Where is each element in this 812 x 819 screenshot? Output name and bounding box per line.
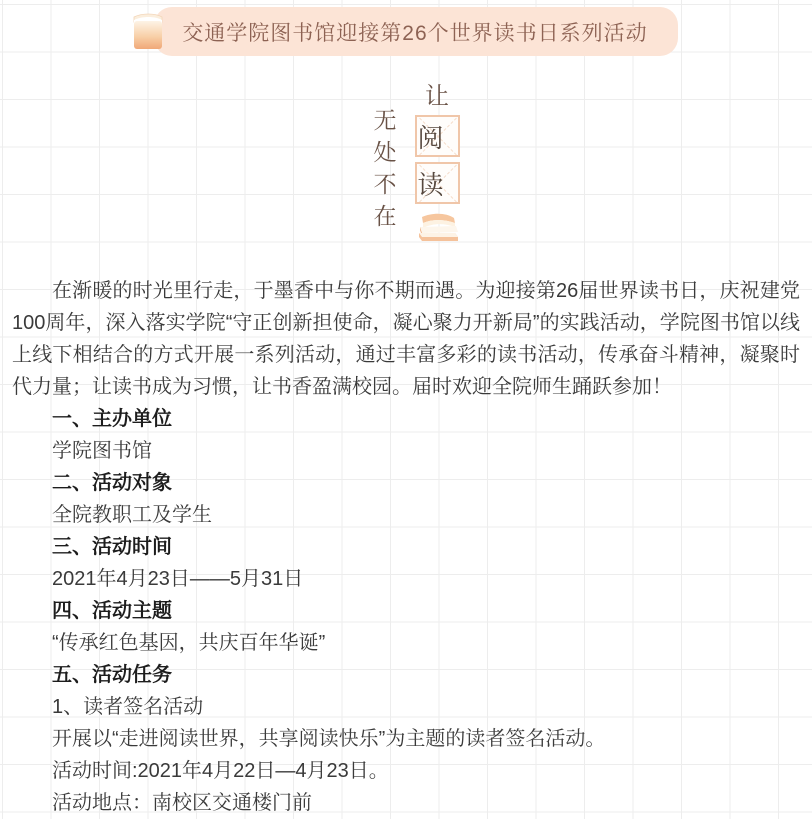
section-line: 活动地点：南校区交通楼门前 [52, 792, 312, 814]
hero-right-column [413, 82, 461, 250]
section-line: “传承红色基因，共庆百年华诞” [52, 632, 326, 654]
hero-vertical-slogan [10, 82, 812, 250]
hero-char: 让 [425, 83, 449, 110]
hero-left-column [371, 104, 399, 250]
intro-paragraph: 在渐暖的时光里行走，于墨香中与你不期而遇。为迎接第26届世界读书日，庆祝建党100周年，深入落实学院“守正创新担使命，凝心聚力开新局”的实践活动，学院图书馆以线上线下相结合的方式开展一系列活动，通过丰富多彩的读书活动，传承奋斗精神，凝聚时代力量；让读书成为习惯，让书香盈满校园。届时欢迎全院师生踊跃参加！ [12, 280, 800, 398]
character-practice-box [415, 162, 460, 204]
hero-char: 在 [373, 203, 397, 229]
section-line: 学院图书馆 [52, 440, 152, 462]
hero-boxed-char: 阅 [417, 122, 444, 153]
section-heading: 一、主办单位 [52, 408, 172, 430]
banner-row [0, 0, 812, 56]
hero-char: 不 [373, 171, 397, 197]
article-body [0, 250, 812, 819]
section-heading: 三、活动时间 [52, 536, 172, 558]
banner-pill [154, 7, 677, 56]
section-line: 1、读者签名活动 [52, 696, 204, 718]
section-heading: 四、活动主题 [52, 600, 172, 622]
section-line: 2021年4月23日——5月31日 [52, 568, 304, 590]
hero-boxed-char: 读 [417, 169, 444, 200]
section-line: 全院教职工及学生 [52, 504, 212, 526]
character-practice-box [415, 115, 460, 157]
hero-char: 处 [373, 139, 397, 165]
section-line: 活动时间:2021年4月22日—4月23日。 [52, 760, 389, 782]
section-line: 开展以“走进阅读世界，共享阅读快乐”为主题的读者签名活动。 [52, 728, 606, 750]
hero-char: 无 [373, 107, 397, 133]
books-stack-icon [414, 211, 460, 250]
book-icon [130, 10, 166, 58]
banner-title: 交通学院图书馆迎接第26个世界读书日系列活动 [182, 21, 648, 45]
section-heading: 五、活动任务 [52, 664, 172, 686]
section-heading: 二、活动对象 [52, 472, 172, 494]
